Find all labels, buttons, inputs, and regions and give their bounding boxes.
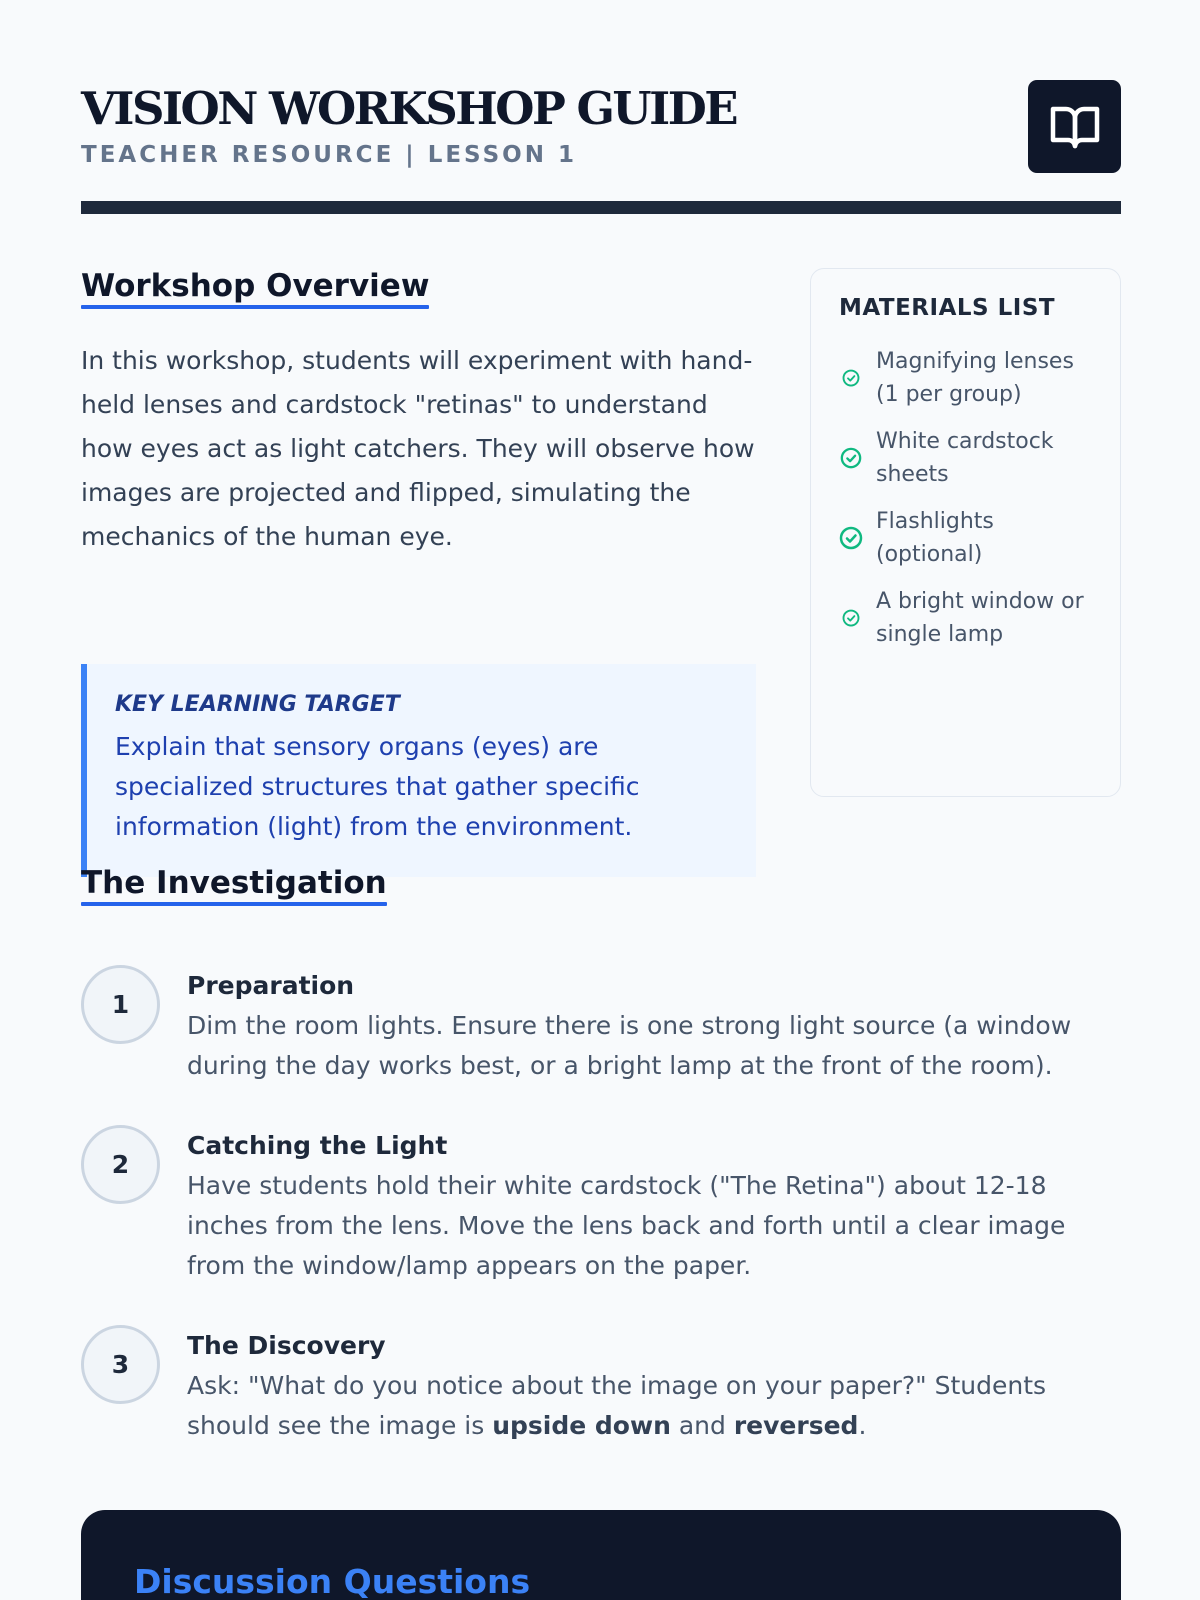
check-circle-icon xyxy=(839,369,863,387)
book-button[interactable] xyxy=(1028,80,1121,173)
open-book-icon xyxy=(1050,104,1100,150)
materials-panel xyxy=(810,268,1121,797)
page-header xyxy=(81,80,1121,214)
header-divider xyxy=(81,201,1121,214)
discussion-panel xyxy=(81,1510,1121,1600)
step-number: 2 xyxy=(81,1125,160,1204)
materials-title: MATERIALS LIST xyxy=(839,295,1056,321)
materials-item xyxy=(839,425,1094,491)
step-text: Dim the room lights. Ensure there is one strong light source (a window during the day works best, or a bright lamp at the front of the room). xyxy=(187,1011,1072,1080)
key-target-label: KEY LEARNING TARGET xyxy=(115,692,400,717)
step-title: Preparation xyxy=(187,971,355,1000)
step-text-start: Ask: "What do you notice about the image on your paper?" Students should see the image is xyxy=(187,1371,1047,1440)
step-title: The Discovery xyxy=(187,1331,386,1360)
check-circle-icon xyxy=(839,609,863,627)
step-text-middle: and xyxy=(670,1411,734,1440)
step-title: Catching the Light xyxy=(187,1131,448,1160)
step-text: Have students hold their white cardstock ("The Retina") about 12-18 inches from the lens. Move the lens back and forth until a clear image from the window/lamp appears on the paper. xyxy=(187,1171,1066,1280)
check-circle-icon xyxy=(839,447,863,469)
step-number: 3 xyxy=(81,1325,160,1404)
emphasis-reversed: reversed xyxy=(733,1411,859,1440)
page-title: VISION WORKSHOP GUIDE xyxy=(81,82,737,135)
discussion-heading: Discussion Questions xyxy=(134,1562,531,1600)
materials-item xyxy=(839,585,1094,651)
page-subtitle: TEACHER RESOURCE | LESSON 1 xyxy=(81,142,577,168)
overview-text: In this workshop, students will experiment with hand-held lenses and cardstock "retinas" to understand how eyes act as light catchers. They will observe how images are projected and flipped, simulating the mechanics of the human eye. xyxy=(81,346,755,552)
overview-heading: Workshop Overview xyxy=(81,268,429,309)
materials-item-label: A bright window or single lamp xyxy=(876,589,1084,647)
step-content xyxy=(187,1329,1087,1446)
step-number: 1 xyxy=(81,965,160,1044)
materials-item-label: White cardstock sheets xyxy=(876,429,1054,487)
emphasis-upside-down: upside down xyxy=(492,1411,671,1440)
check-circle-icon xyxy=(839,526,863,550)
step-text-end: . xyxy=(858,1411,867,1440)
step-text xyxy=(187,1366,1087,1446)
investigation-heading: The Investigation xyxy=(81,865,387,906)
investigation-section xyxy=(81,865,1121,1440)
key-target-text: Explain that sensory organs (eyes) are specialized structures that gather specific information (light) from the environment. xyxy=(115,732,640,841)
materials-item xyxy=(839,345,1094,411)
overview-section xyxy=(81,268,756,841)
step-content xyxy=(187,1129,1087,1286)
key-learning-target xyxy=(81,664,756,877)
materials-item-label: Magnifying lenses (1 per group) xyxy=(876,349,1074,407)
worksheet-page xyxy=(81,80,1121,1440)
materials-item xyxy=(839,505,1094,571)
step-content xyxy=(187,969,1087,1086)
materials-item-label: Flashlights (optional) xyxy=(876,509,994,567)
